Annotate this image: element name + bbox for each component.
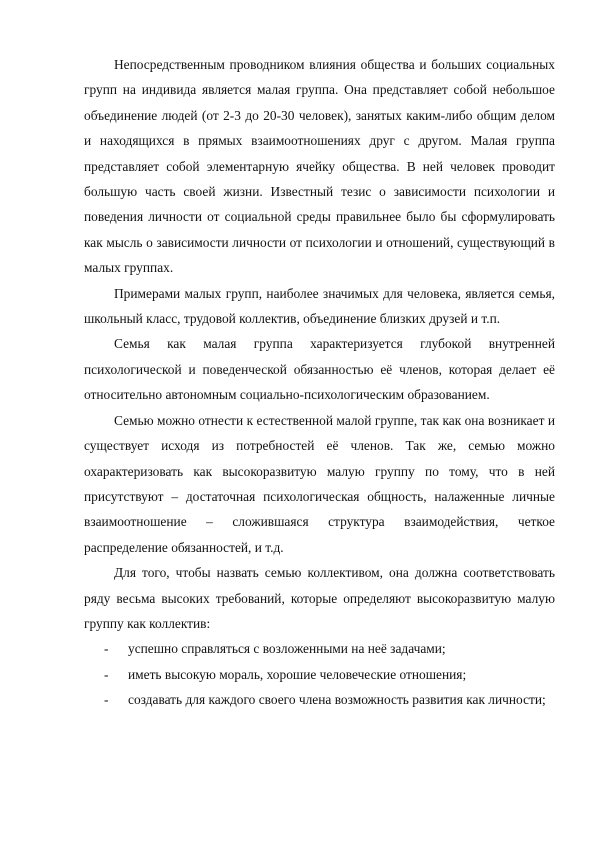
list-item-text: иметь высокую мораль, хорошие человеческие отношения;	[128, 666, 467, 682]
list-item-text: создавать для каждого своего члена возможность развития как личности;	[128, 692, 546, 708]
list-item	[84, 662, 555, 687]
list-item	[84, 636, 555, 661]
paragraph: Непосредственным проводником влияния общества и больших социальных групп на индивида является малая группа. Она представляет собой небольшое объединение людей (от 2-3 до 20-30 человек), занятых каким-либо общим делом и находящихся в прямых взаимоотношениях друг с другом. Малая группа представляет собой элементарную ячейку общества. В ней человек проводит большую часть своей жизни. Известный тезис о зависимости психологии и поведения личности от социальной среды правильнее было бы сформулировать как мысль о зависимости личности от психологии и отношений, существующий в малых группах.	[84, 57, 555, 276]
paragraph: Для того, чтобы назвать семью коллективом, она должна соответствовать ряду весьма высоких требований, которые определяют высокоразвитую малую группу как коллектив:	[84, 565, 555, 631]
list-bullet: -	[104, 666, 109, 682]
list-bullet: -	[104, 692, 109, 708]
document-page	[84, 52, 555, 713]
list-item	[84, 687, 555, 712]
list-item-text: успешно справляться с возложенными на неё задачами;	[128, 641, 446, 657]
requirements-list	[84, 636, 555, 712]
paragraph: Семья как малая группа характеризуется глубокой внутренней психологической и поведенческой обязанностью её членов, которая делает её относительно автономным социально-психологическим образованием.	[84, 336, 555, 403]
paragraph: Примерами малых групп, наиболее значимых для человека, является семья, школьный класс, трудовой коллектив, объединение близких друзей и т.п.	[84, 285, 555, 327]
list-bullet: -	[104, 641, 109, 657]
paragraph: Семью можно отнести к естественной малой группе, так как она возникает и существует исходя из потребностей её членов. Так же, семью можно охарактеризовать как высокоразвитую малую группу по тому, что в ней присутствуют – достаточная психологическая общность, налаженные личные взаимоотношение – сложившаяся структура взаимодействия, четкое распределение обязанностей, и т.д.	[84, 412, 555, 555]
